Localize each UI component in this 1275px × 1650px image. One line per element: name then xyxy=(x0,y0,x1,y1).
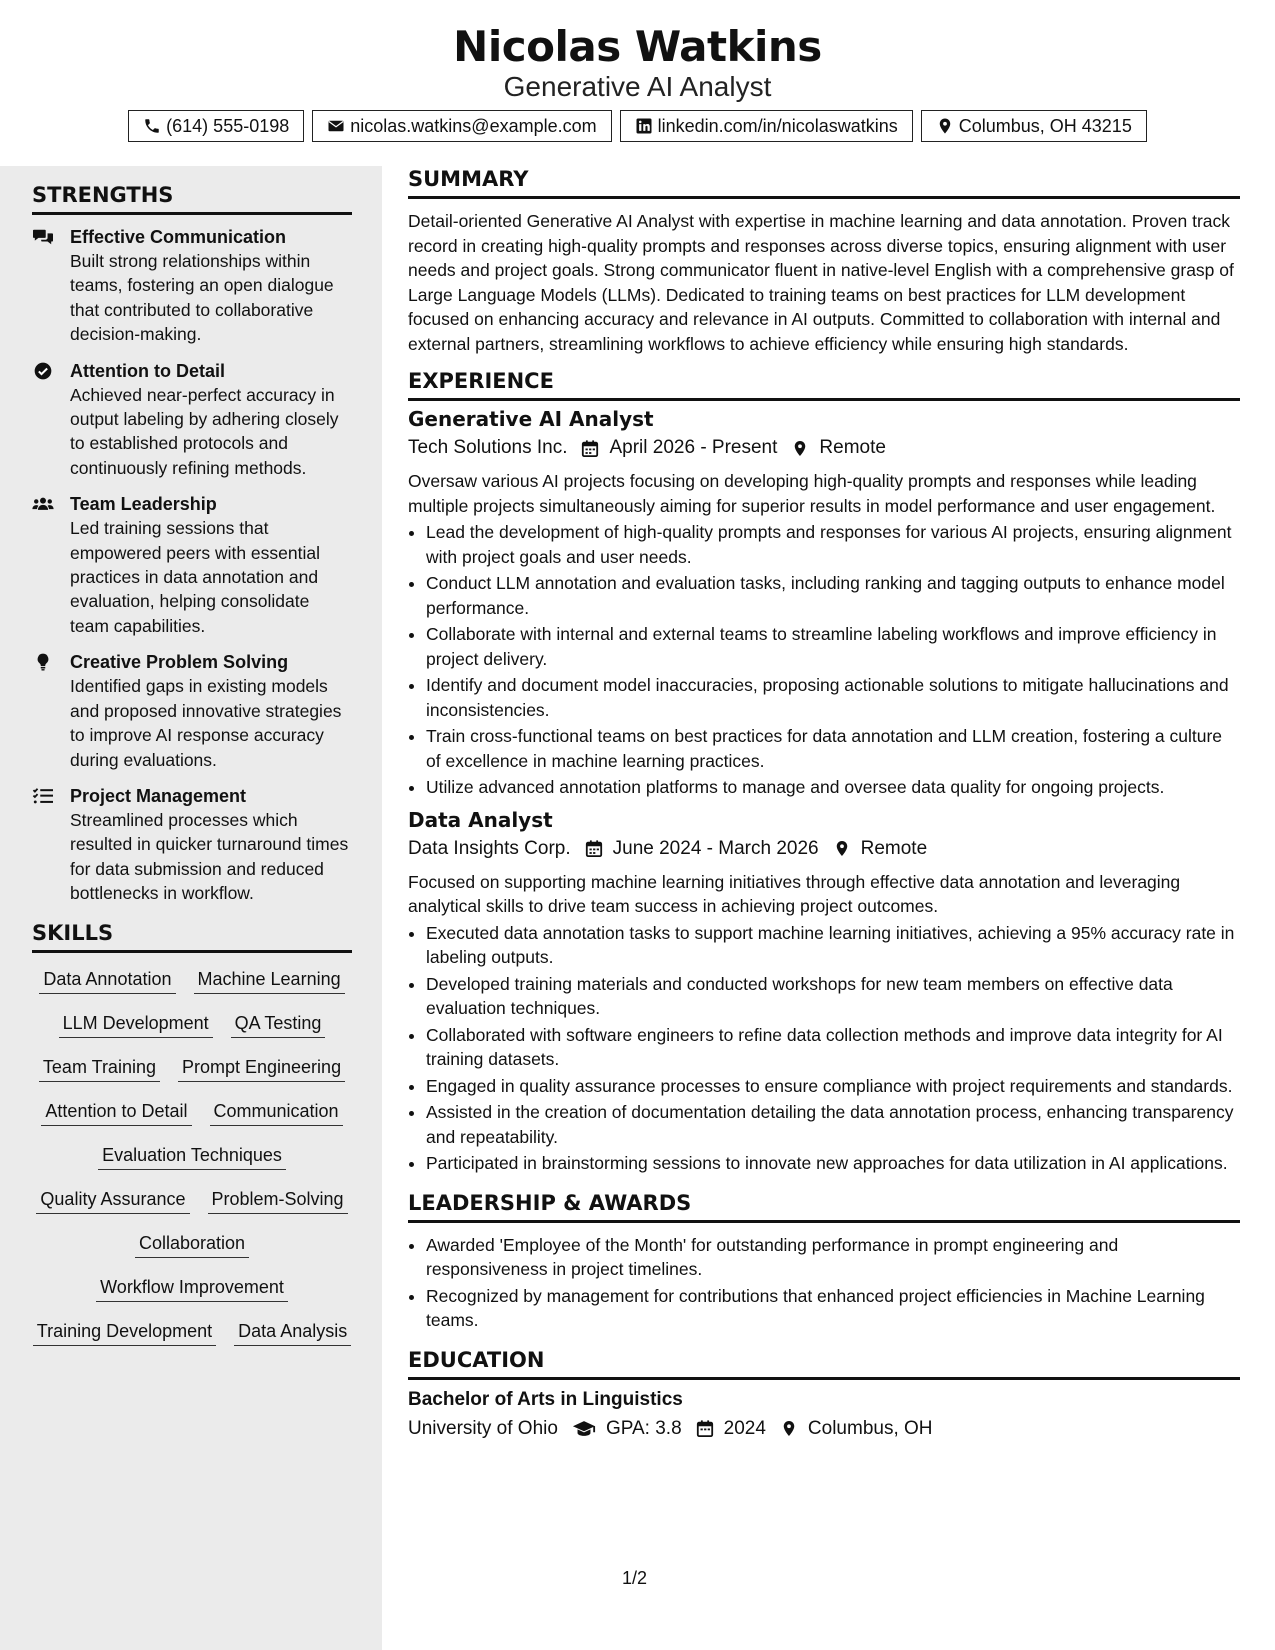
strength-title: Project Management xyxy=(70,785,247,806)
skill-tag: Communication xyxy=(210,1099,343,1126)
chat-icon xyxy=(32,227,54,247)
job-company: Data Insights Corp. xyxy=(408,837,571,859)
strengths-heading: STRENGTHS xyxy=(32,182,352,215)
task-list-icon xyxy=(32,786,54,806)
main-content xyxy=(408,166,1240,1450)
job-dates: April 2026 - Present xyxy=(609,437,778,458)
skill-tag: Training Development xyxy=(33,1319,216,1346)
strength-description: Achieved near-perfect accuracy in output labeling by adhering closely to established protocols and continuously refining methods. xyxy=(70,384,339,478)
education-meta xyxy=(408,1414,1240,1444)
leadership-bullet: • Recognized by management for contributions that enhanced project efficiencies in Machine Learning teams. xyxy=(426,1284,1240,1333)
map-pin-icon xyxy=(833,839,851,858)
job-bullet: • Conduct LLM annotation and evaluation tasks, including ranking and tagging outputs to enhance model performance. xyxy=(426,571,1240,620)
job-bullet: • Identify and document model inaccuracies, proposing actionable solutions to mitigate hallucinations and inconsistencies. xyxy=(426,673,1240,722)
job-bullet: • Executed data annotation tasks to support machine learning initiatives, achieving a 95% accuracy rate in labeling outputs. xyxy=(426,921,1240,970)
skill-tag: Collaboration xyxy=(135,1231,249,1258)
candidate-name: Nicolas Watkins xyxy=(453,22,822,71)
skill-tag: Quality Assurance xyxy=(36,1187,189,1214)
strength-title: Team Leadership xyxy=(70,494,217,515)
job-company: Tech Solutions Inc. xyxy=(408,437,568,458)
education-heading: EDUCATION xyxy=(408,1347,1240,1380)
summary-heading: SUMMARY xyxy=(408,166,1240,199)
contact-linkedin[interactable] xyxy=(620,110,913,142)
strength-item xyxy=(32,784,352,906)
strength-title: Creative Problem Solving xyxy=(70,652,289,673)
team-icon xyxy=(32,494,54,514)
job-entry xyxy=(408,405,1240,800)
map-pin-icon xyxy=(936,117,954,135)
job-bullet: • Participated in brainstorming sessions to innovate new approaches for data utilization in AI applications. xyxy=(426,1151,1240,1176)
lightbulb-icon xyxy=(32,652,54,672)
experience-heading: EXPERIENCE xyxy=(408,368,1240,401)
skill-tag: Attention to Detail xyxy=(41,1099,191,1126)
job-bullet: • Lead the development of high-quality prompts and responses for various AI projects, ensuring alignment with project goals and user needs. xyxy=(426,520,1240,569)
resume-header xyxy=(0,0,1275,144)
school-name: University of Ohio xyxy=(408,1417,558,1439)
graduation-year: 2024 xyxy=(723,1417,766,1439)
strength-item xyxy=(32,359,352,481)
calendar-icon xyxy=(696,1419,714,1438)
skills-list xyxy=(32,967,352,1363)
job-bullet: • Train cross-functional teams on best practices for data annotation and LLM creation, fostering a culture of excellence in machine learning practices. xyxy=(426,724,1240,773)
strength-item xyxy=(32,650,352,772)
strength-title: Effective Communication xyxy=(70,227,287,247)
job-bullet: • Collaborated with software engineers to refine data collection methods and improve data integrity for AI training datasets. xyxy=(426,1023,1240,1072)
graduation-cap-icon xyxy=(572,1419,596,1438)
linkedin-icon xyxy=(635,117,653,135)
job-meta xyxy=(408,433,1240,463)
degree-title: Bachelor of Arts in Linguistics xyxy=(408,1388,683,1410)
job-bullet: • Utilize advanced annotation platforms to manage and oversee data quality for ongoing projects. xyxy=(426,775,1240,800)
skill-tag: QA Testing xyxy=(231,1011,326,1038)
job-bullet: • Assisted in the creation of documentation detailing the data annotation process, enhancing transparency and repeatability. xyxy=(426,1100,1240,1149)
skill-tag: Problem-Solving xyxy=(208,1187,348,1214)
job-location: Remote xyxy=(860,837,928,859)
job-bullet: • Developed training materials and conducted workshops for new team members on effective data evaluation techniques. xyxy=(426,972,1240,1021)
summary-text: Detail-oriented Generative AI Analyst with expertise in machine learning and data annotation. Proven track record in creating high-quality prompts and responses across diverse topics, ensuring alignment with user needs and project goals. Strong communicator fluent in native-level English with a comprehensive grasp of Large Language Models (LLMs). Dedicated to training teams on best practices for LLM development focused on enhancing accuracy and relevance in AI outputs. Committed to collaboration with internal and external partners, streamlining workflows to achieve efficiency while ensuring high standards. xyxy=(408,211,1234,354)
strength-description: Led training sessions that empowered peers with essential practices in data annotation and evaluation, helping consolidate team capabilities. xyxy=(70,518,320,636)
check-circle-icon xyxy=(32,361,54,381)
contact-email[interactable] xyxy=(312,110,611,142)
school-location: Columbus, OH xyxy=(807,1417,933,1439)
job-meta xyxy=(408,834,1240,864)
gpa-text: GPA: 3.8 xyxy=(605,1417,682,1439)
contact-location xyxy=(921,110,1147,142)
skill-tag: Workflow Improvement xyxy=(96,1275,288,1302)
job-bullet: • Engaged in quality assurance processes to ensure compliance with project requirements and standards. xyxy=(426,1074,1240,1099)
job-description: Oversaw various AI projects focusing on developing high-quality prompts and responses while leading multiple projects simultaneously aiming for superior results in model performance and user engagement. xyxy=(408,471,1216,516)
location-text: Columbus, OH 43215 xyxy=(958,115,1132,136)
strength-description: Built strong relationships within teams, fostering an open dialogue that contributed to collaborative decision-making. xyxy=(70,251,334,345)
strength-title: Attention to Detail xyxy=(70,360,225,381)
map-pin-icon xyxy=(780,1419,798,1438)
calendar-icon xyxy=(581,439,599,458)
strength-item xyxy=(32,492,352,638)
skill-tag: Data Annotation xyxy=(39,967,175,994)
contact-bar xyxy=(0,110,1275,142)
job-dates: June 2024 - March 2026 xyxy=(612,837,819,859)
linkedin-text: linkedin.com/in/nicolaswatkins xyxy=(657,115,898,136)
phone-text: (614) 555-0198 xyxy=(166,115,290,136)
strength-description: Identified gaps in existing models and proposed innovative strategies to improve AI response accuracy during evaluations. xyxy=(70,676,342,770)
phone-icon xyxy=(143,117,161,135)
contact-phone xyxy=(128,110,304,142)
job-title: Data Analyst xyxy=(408,807,553,832)
page-number: 1/2 xyxy=(622,1568,648,1588)
envelope-icon xyxy=(327,117,345,135)
calendar-icon xyxy=(585,839,603,858)
skill-tag: Prompt Engineering xyxy=(178,1055,345,1082)
map-pin-icon xyxy=(791,439,809,458)
skill-tag: Machine Learning xyxy=(194,967,345,994)
skill-tag: LLM Development xyxy=(59,1011,213,1038)
sidebar xyxy=(0,166,382,1650)
job-location: Remote xyxy=(819,437,886,458)
leadership-heading: LEADERSHIP & AWARDS xyxy=(408,1190,1240,1223)
skill-tag: Team Training xyxy=(39,1055,160,1082)
strength-item xyxy=(32,225,352,347)
job-bullets xyxy=(408,921,1240,1176)
email-text: nicolas.watkins@example.com xyxy=(350,115,597,136)
strength-description: Streamlined processes which resulted in quicker turnaround times for data submission and reduced bottlenecks in workflow. xyxy=(70,809,349,904)
skills-heading: SKILLS xyxy=(32,920,352,953)
job-title: Generative AI Analyst xyxy=(408,407,654,431)
job-bullet: • Collaborate with internal and external teams to streamline labeling workflows and improve efficiency in project delivery. xyxy=(426,622,1240,671)
candidate-title: Generative AI Analyst xyxy=(503,71,772,102)
leadership-bullet: • Awarded 'Employee of the Month' for outstanding performance in prompt engineering and responsiveness in project timelines. xyxy=(426,1233,1240,1282)
job-entry xyxy=(408,806,1240,1176)
job-description: Focused on supporting machine learning initiatives through effective data annotation and leveraging analytical skills to drive team success in achieving project outcomes. xyxy=(408,871,1181,916)
skill-tag: Data Analysis xyxy=(234,1319,351,1346)
leadership-bullets xyxy=(408,1233,1240,1333)
skill-tag: Evaluation Techniques xyxy=(98,1143,286,1170)
job-bullets xyxy=(408,520,1240,800)
